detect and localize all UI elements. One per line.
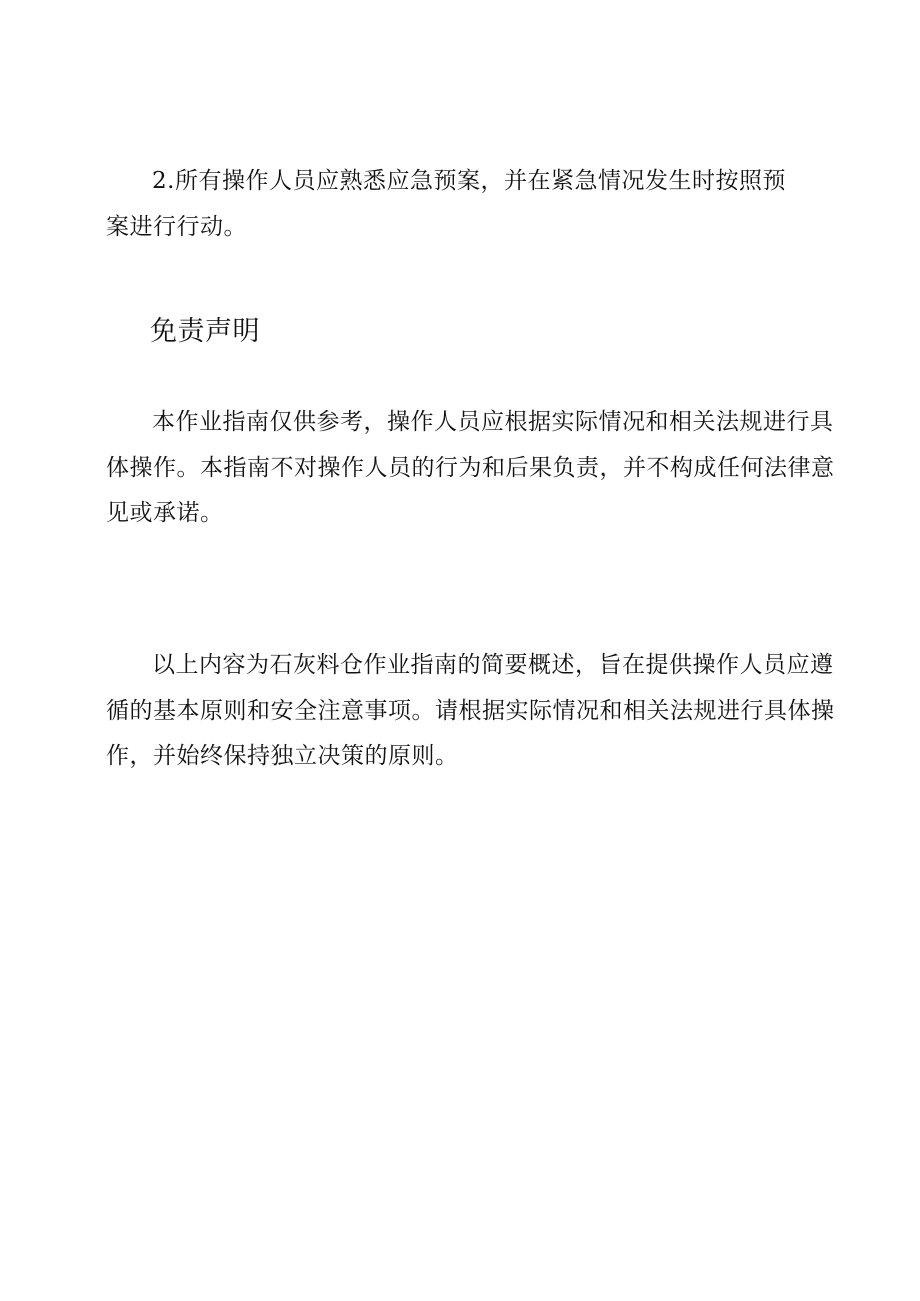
summary-paragraph <box>106 643 835 780</box>
emergency-item-2-paragraph <box>106 159 786 250</box>
paragraph-line: 见或承诺。 <box>106 500 224 526</box>
disclaimer-paragraph <box>106 400 835 537</box>
paragraph-line: 2.所有操作人员应熟悉应急预案，并在紧急情况发生时按照预 <box>152 168 786 194</box>
paragraph-line: 以上内容为石灰料仓作业指南的简要概述，旨在提供操作人员应遵 <box>152 652 834 678</box>
paragraph-line: 本作业指南仅供参考，操作人员应根据实际情况和相关法规进行具 <box>152 409 834 435</box>
paragraph-line: 循的基本原则和安全注意事项。请根据实际情况和相关法规进行具体操 <box>106 697 835 724</box>
paragraph-line: 体操作。本指南不对操作人员的行为和后果负责，并不构成任何法律意 <box>106 454 835 481</box>
paragraph-line: 案进行行动。 <box>106 213 247 240</box>
paragraph-line: 作，并始终保持独立决策的原则。 <box>106 743 459 769</box>
disclaimer-heading: 免责声明 <box>150 316 260 347</box>
